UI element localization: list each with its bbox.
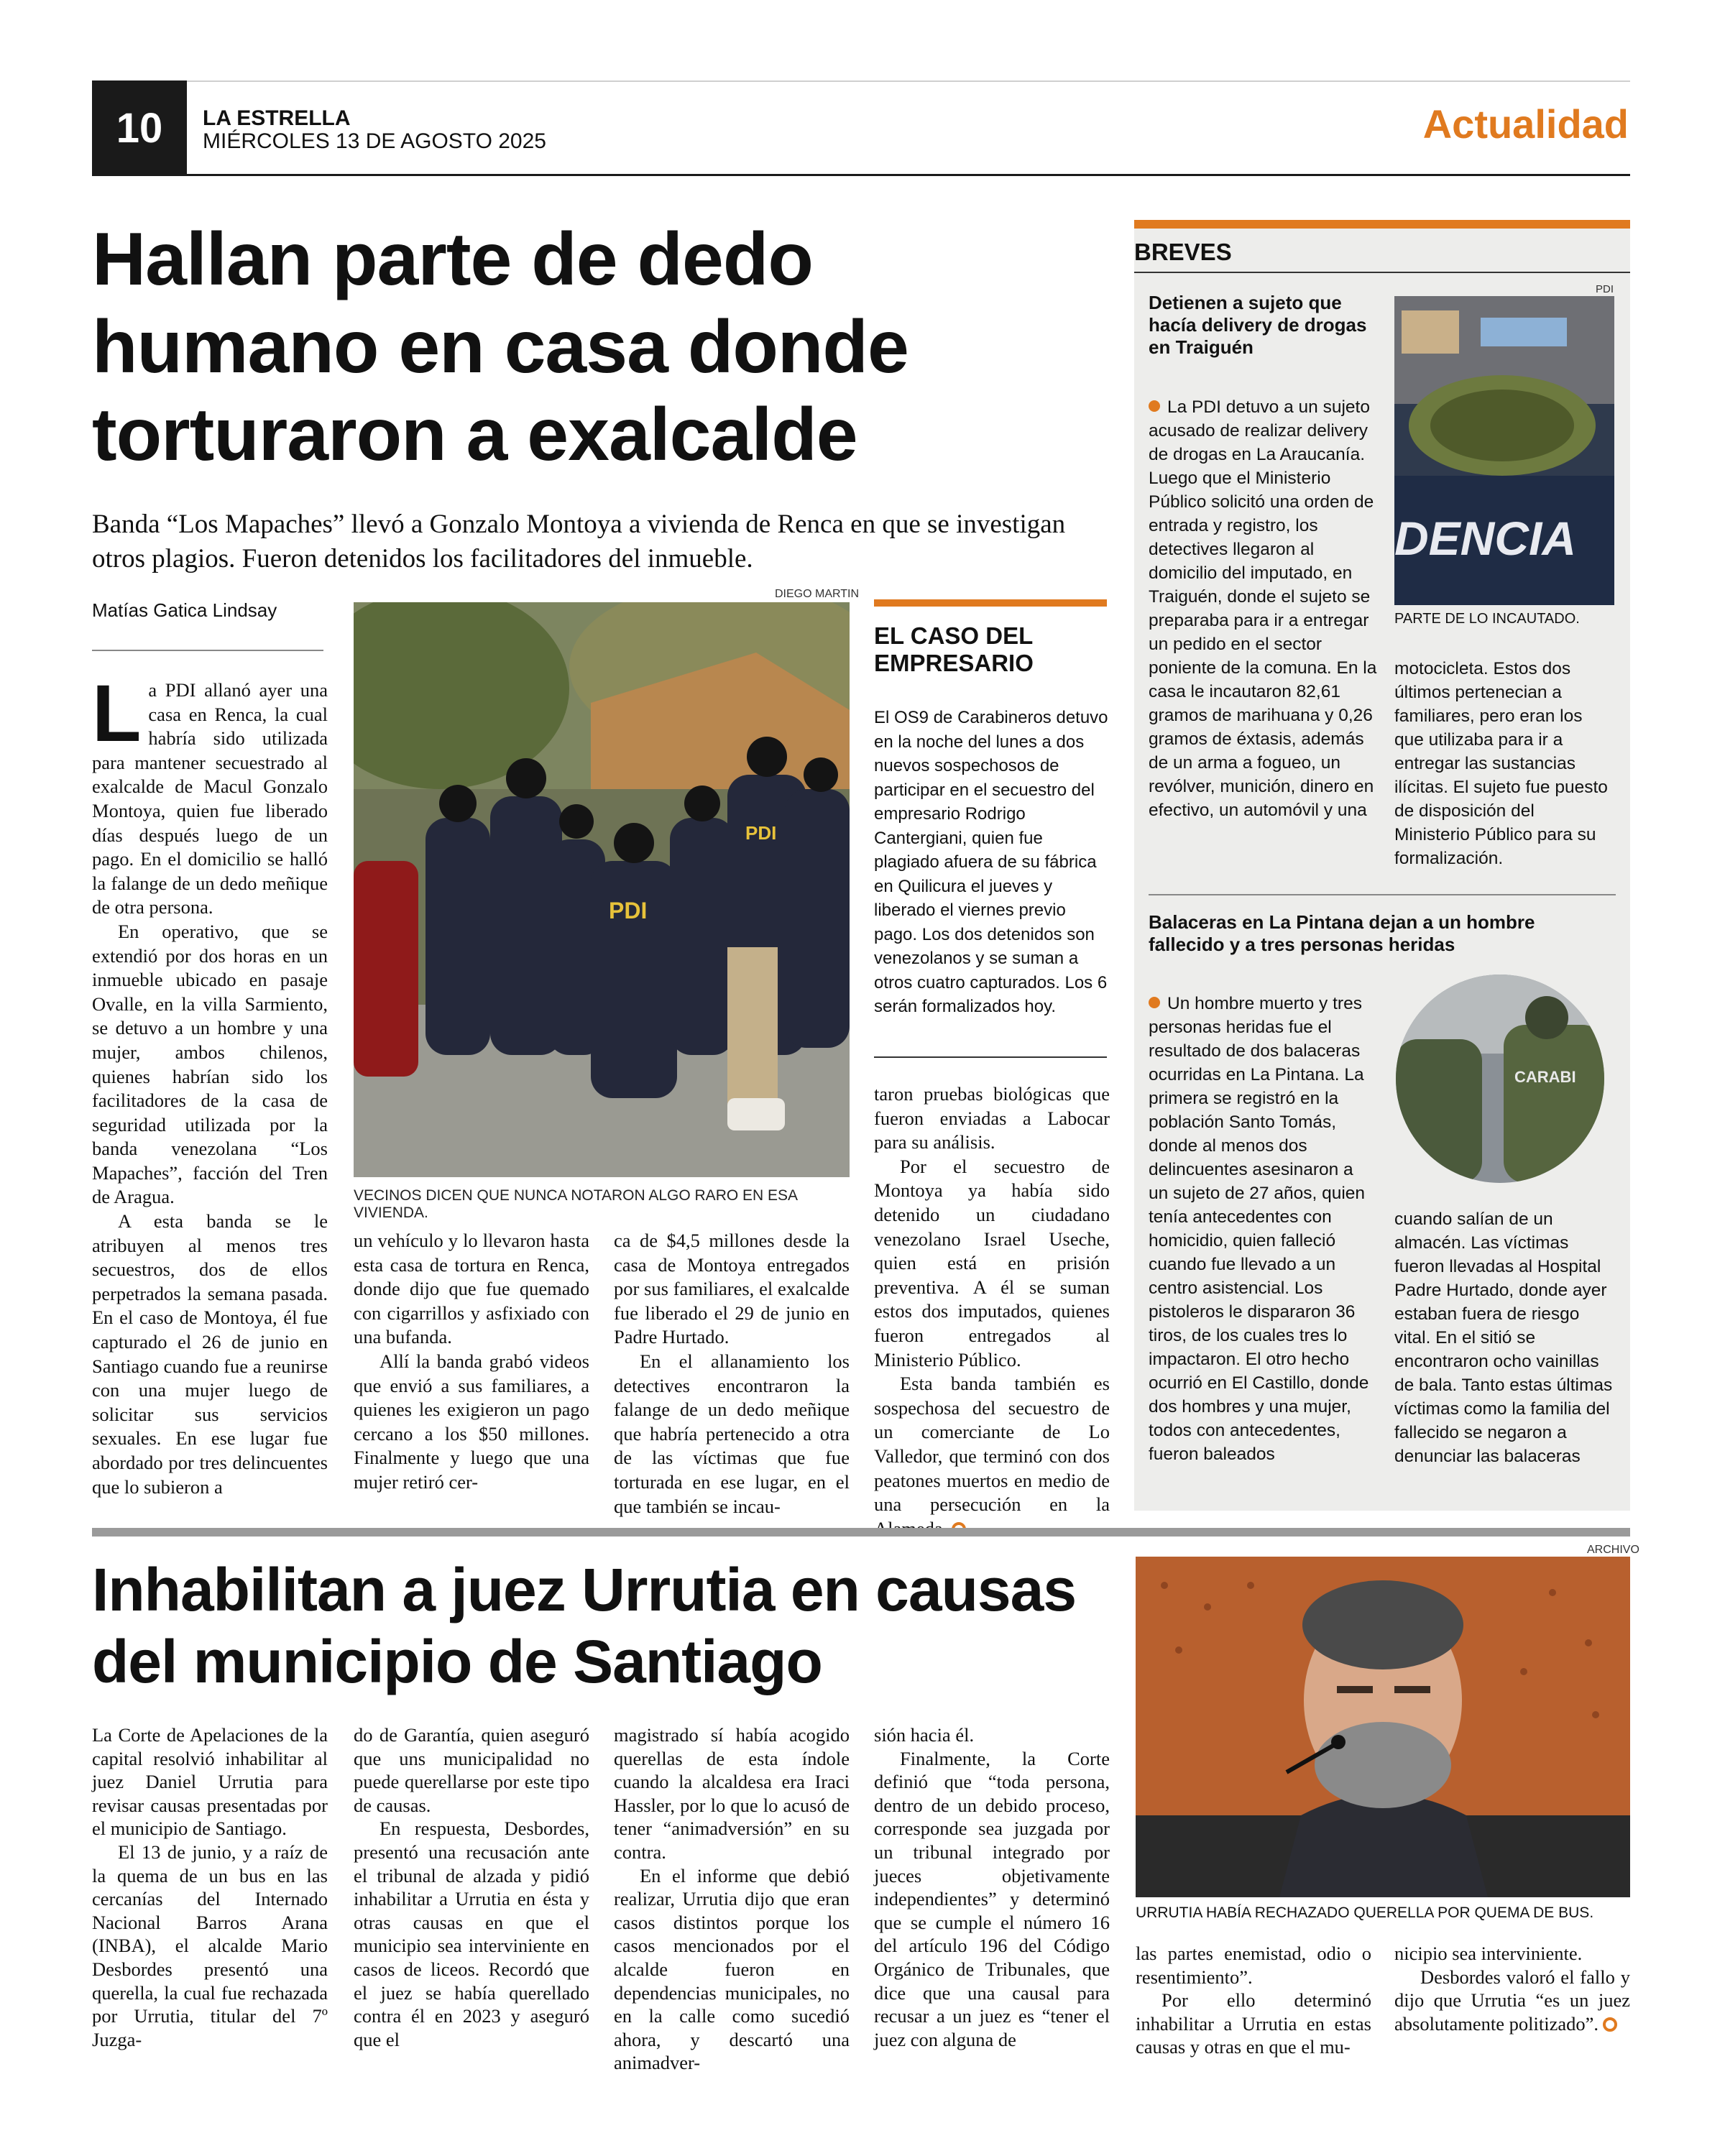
paragraph: ca de $4,5 millones desde la casa de Montoya entregados por sus familiares, el exalcalde fue liberado el 29 de junio en Padre Hurtado. — [614, 1230, 850, 1348]
paragraph: Esta banda también es sospechosa del secuestro de un comerciante de Lo Valledor, que terminó con dos peatones muertos en medio de una persecución en la — [874, 1373, 1110, 1516]
brief-2-text: Un hombre muerto y tres personas heridas fue el resultado de dos balaceras ocurridas en La Pintana. La primera se registró en la población Santo Tomás, donde al menos dos delincuentes asesinaron a un sujeto de 27 años, quien tenía antecedentes con homicidio, quien falleció cuando fue llevado a un centro asistencial. Los pistoleros le dispararon 36 tiros, de los cuales tres lo impactaron. El otro hecho ocurrió en El Castillo, donde dos hombres y una mujer, todos con antecedentes, fueron baleados — [1149, 994, 1369, 1464]
photo-credit: DIEGO MARTIN — [775, 588, 860, 600]
paragraph: a PDI allanó ayer una casa en Renca, la cual habría sido utilizada para mantener secuestrado al exalcalde de Macul Gonzalo Montoya, quien fue liberado días después luego de un pago. En el domicilio se halló la falange de un dedo meñique de otra persona. — [92, 679, 328, 918]
main-column-2 — [354, 1229, 589, 1495]
header-top-rule — [187, 80, 1630, 82]
brief-2-body-b: cuando salían de un almacén. Las víctimas fueron llevadas al Hospital Padre Hurtado, donde ayer estaban fuera de riesgo vital. En el sitió se encontraron ocho vainillas de bala. Tanto estas últimas víctimas como la familia del fallecido se negaron a denunciar las balaceras — [1394, 1210, 1613, 1466]
brief-1-title: Detienen a sujeto que hacía delivery de drogas en Traiguén — [1149, 292, 1367, 358]
bullet-icon — [1149, 997, 1160, 1008]
main-photo — [354, 602, 850, 1177]
paragraph: Allí la banda grabó videos que envió a sus familiares, a quienes les exigieron un pago cercano a los $50 millones. Finalmente y luego que una mujer retiró cer- — [354, 1350, 589, 1493]
paragraph: taron pruebas biológicas que fueron enviadas a Labocar para su análisis. — [874, 1083, 1110, 1153]
second-column-3 — [614, 1723, 850, 2075]
paragraph: nicipio sea interviniente. — [1394, 1943, 1583, 1964]
brief-2-photo-text: CARABI — [1514, 1068, 1576, 1086]
paragraph: un vehículo y lo llevaron hasta esta casa de tortura en Renca, donde dijo que fue quemado con cigarrillos y asfixiado con una bufanda. — [354, 1230, 589, 1348]
sidebar-title: EL CASO DEL EMPRESARIO — [874, 622, 1034, 676]
brief-2-title: Balaceras en La Pintana dejan a un hombre fallecido y a tres personas heridas — [1149, 911, 1535, 955]
paragraph: las partes enemistad, odio o resentimiento”. — [1136, 1943, 1371, 1988]
byline: Matías Gatica Lindsay — [92, 599, 277, 621]
judge-portrait-image — [1136, 1557, 1630, 1897]
paragraph: do de Garantía, quien aseguró que uns municipalidad no puede querellarse por este tipo de causas. — [354, 1724, 589, 1816]
judge-photo — [1136, 1557, 1630, 1897]
brief-1-photo-credit: PDI — [1596, 283, 1614, 295]
police-raid-image — [354, 602, 850, 1177]
paragraph: Desbordes valoró el fallo y dijo que Urrutia “es un juez absolutamente politizado”. — [1394, 1966, 1630, 2035]
paragraph: En el informe que debió realizar, Urrutia dijo que eran casos distintos porque los casos mencionados por el alcalde fueron en dependencias municipales, no en la calle como sucedió ahora, y descartó una animadver- — [614, 1864, 850, 2074]
brief-2-photo — [1396, 975, 1604, 1183]
paragraph: Por ello determinó inhabilitar a Urrutia en estas causas y otras en que el mu- — [1136, 1989, 1371, 2058]
paragraph: En el allanamiento los detectives encontraron la falange de un dedo meñique que habría pertenecido a otra de las víctimas que fue torturada en ese lugar, en el que también se incau- — [614, 1350, 850, 1517]
carabineros-image — [1396, 975, 1604, 1183]
seized-drugs-image — [1394, 296, 1614, 605]
second-column-5 — [1136, 1942, 1371, 2059]
section-divider — [92, 1528, 1630, 1537]
page-number: 10 — [92, 80, 187, 175]
second-column-6 — [1394, 1942, 1630, 2035]
paper-name: LA ESTRELLA — [203, 106, 351, 130]
brief-2-body-a — [1149, 992, 1377, 1466]
brief-1-body-a — [1149, 395, 1377, 822]
breves-label: BREVES — [1134, 239, 1232, 265]
brief-1-photo — [1394, 296, 1614, 605]
brief-1-photo-caption: PARTE DE LO INCAUTADO. — [1394, 611, 1580, 627]
section-name: Actualidad — [1422, 101, 1629, 147]
svg-text:PDI: PDI — [609, 898, 648, 923]
brief-1-photo-text: DENCIA — [1394, 512, 1577, 565]
paragraph: sión hacia él. — [874, 1724, 975, 1746]
paper-date: MIÉRCOLES 13 DE AGOSTO 2025 — [203, 129, 546, 153]
svg-text:PDI: PDI — [745, 822, 777, 844]
main-column-4 — [874, 1082, 1110, 1541]
paragraph: A esta banda se le atribuyen al menos tres secuestros, dos de ellos perpetrados la semana pasada. En el caso de Montoya, él fue capturado el 26 de junio en Santiago cuando fue a reunirse con una mujer luego de solicitar sus servicios sexuales. En ese lugar fue abordado por tres delincuentes que lo subieron a — [92, 1210, 328, 1498]
sidebar-body: El OS9 de Carabineros detuvo en la noche del lunes a dos nuevos sospechosos de participar en el secuestro del empresario Rodrigo Cantergiani, quien fue plagiado afuera de su fábrica en Quilicura el jueves y liberado el viernes previo pago. Los dos detenidos son venezolanos y se suman a otros cuatro capturados. Los 6 serán formalizados hoy. — [874, 708, 1108, 1016]
second-headline: Inhabilitan a juez Urrutia en causas del municipio de Santiago — [92, 1556, 1077, 1695]
paragraph: En respuesta, Desbordes, presentó una recusación ante el tribunal de alzada y pidió inhabilitar a Urrutia en ésta y otras causas en que el municipio sea interviniente en casos de liceos. Recordó que el juez se había querellado contra él en 2023 y aseguró que el — [354, 1818, 589, 2050]
second-column-4 — [874, 1723, 1110, 2051]
paragraph: La Corte de Apelaciones de la capital resolvió inhabilitar al juez Daniel Urrutia para revisar causas presentadas por el municipio de Santiago. — [92, 1724, 328, 1840]
breves-rule — [1134, 272, 1630, 273]
paragraph: En operativo, que se extendió por dos horas en un inmueble ubicado en pasaje Ovalle, en la villa Sarmiento, se detuvo a un hombre y una mujer, ambos chilenos, quienes habrían sido los facilitadores de la casa de seguridad utilizada por la banda venezolana “Los Mapaches”, facción del Tren de Aragua. — [92, 920, 328, 1208]
byline-rule — [92, 650, 323, 651]
header-rule — [92, 174, 1630, 176]
main-column-3 — [614, 1229, 850, 1519]
second-column-1 — [92, 1723, 328, 2051]
breves-accent-bar — [1134, 220, 1630, 229]
brief-1-text: La PDI detuvo a un sujeto acusado de realizar delivery de drogas en La Araucanía. Luego que el Ministerio Público solicitó una orden de entrada y registro, los detectives llegaron al domicilio del imputado, en Traiguén, donde el sujeto se preparaba para ir a entregar un pedido en el sector poniente de la comuna. En la casa le incautaron 82,61 gramos de marihuana y 0,26 gramos de éxtasis, además de un arma a fogueo, un revólver, munición, dinero en efectivo, un automóvil y una — [1149, 397, 1377, 820]
sidebar-rule — [874, 1056, 1107, 1058]
main-deck: Banda “Los Mapaches” llevó a Gonzalo Montoya a vivienda de Renca en que se investigan otros plagios. Fueron detenidos los facilitadores del inmueble. — [92, 510, 1066, 573]
sidebar-accent-bar — [874, 599, 1107, 607]
breves-separator — [1149, 894, 1616, 895]
paragraph: Por el secuestro de Montoya ya había sido detenido un ciudadano venezolano Israel Useche, quien está en prisión preventiva. A él se suman estos dos imputados, quienes fueron entregados al Ministerio Público. — [874, 1155, 1110, 1370]
photo-caption: URRUTIA HABÍA RECHAZADO QUERELLA POR QUEMA DE BUS. — [1136, 1904, 1594, 1921]
paragraph: magistrado sí había acogido querellas de esta índole cuando la alcaldesa era Iraci Hassler, por lo que lo acusó de tener “animadversión” en su contra. — [614, 1724, 850, 1863]
bullet-icon — [1149, 400, 1160, 412]
brief-1-body-b: motocicleta. Estos dos últimos pertenecian a familiares, pero eran los que utilizaba para ir a entregar las sustancias ilícitas. El sujeto fue puesto de disposición del Ministerio Público para su formalización. — [1394, 659, 1608, 868]
photo-caption: VECINOS DICEN QUE NUNCA NOTARON ALGO RARO EN ESA VIVIENDA. — [354, 1187, 797, 1221]
paragraph: El 13 de junio, y a raíz de la quema de un bus en las cercanías del Internado Nacional Barros Arana (INBA), el alcalde Mario Desbordes presentó una querella, la cual fue rechazada por Urrutia, titular del 7º Juzga- — [92, 1841, 328, 2050]
main-column-1 — [92, 668, 328, 1499]
dropcap: L — [92, 668, 142, 758]
second-column-2 — [354, 1723, 589, 2051]
main-headline: Hallan parte de dedo humano en casa donde torturaron a exalcalde — [92, 218, 908, 476]
photo-credit: ARCHIVO — [1587, 1544, 1639, 1556]
paragraph: Finalmente, la Corte definió que “toda persona, dentro de un debido proceso, corresponde sea juzgada por un tribunal integrado por jueces objetivamente independientes” y determinó que se cumple el número 16 del artículo 196 del Código Orgánico de Tribunales, que dice que una causal para recusar a un juez es “tener el juez con alguna de — [874, 1747, 1110, 2050]
end-mark-icon — [1603, 2017, 1617, 2032]
